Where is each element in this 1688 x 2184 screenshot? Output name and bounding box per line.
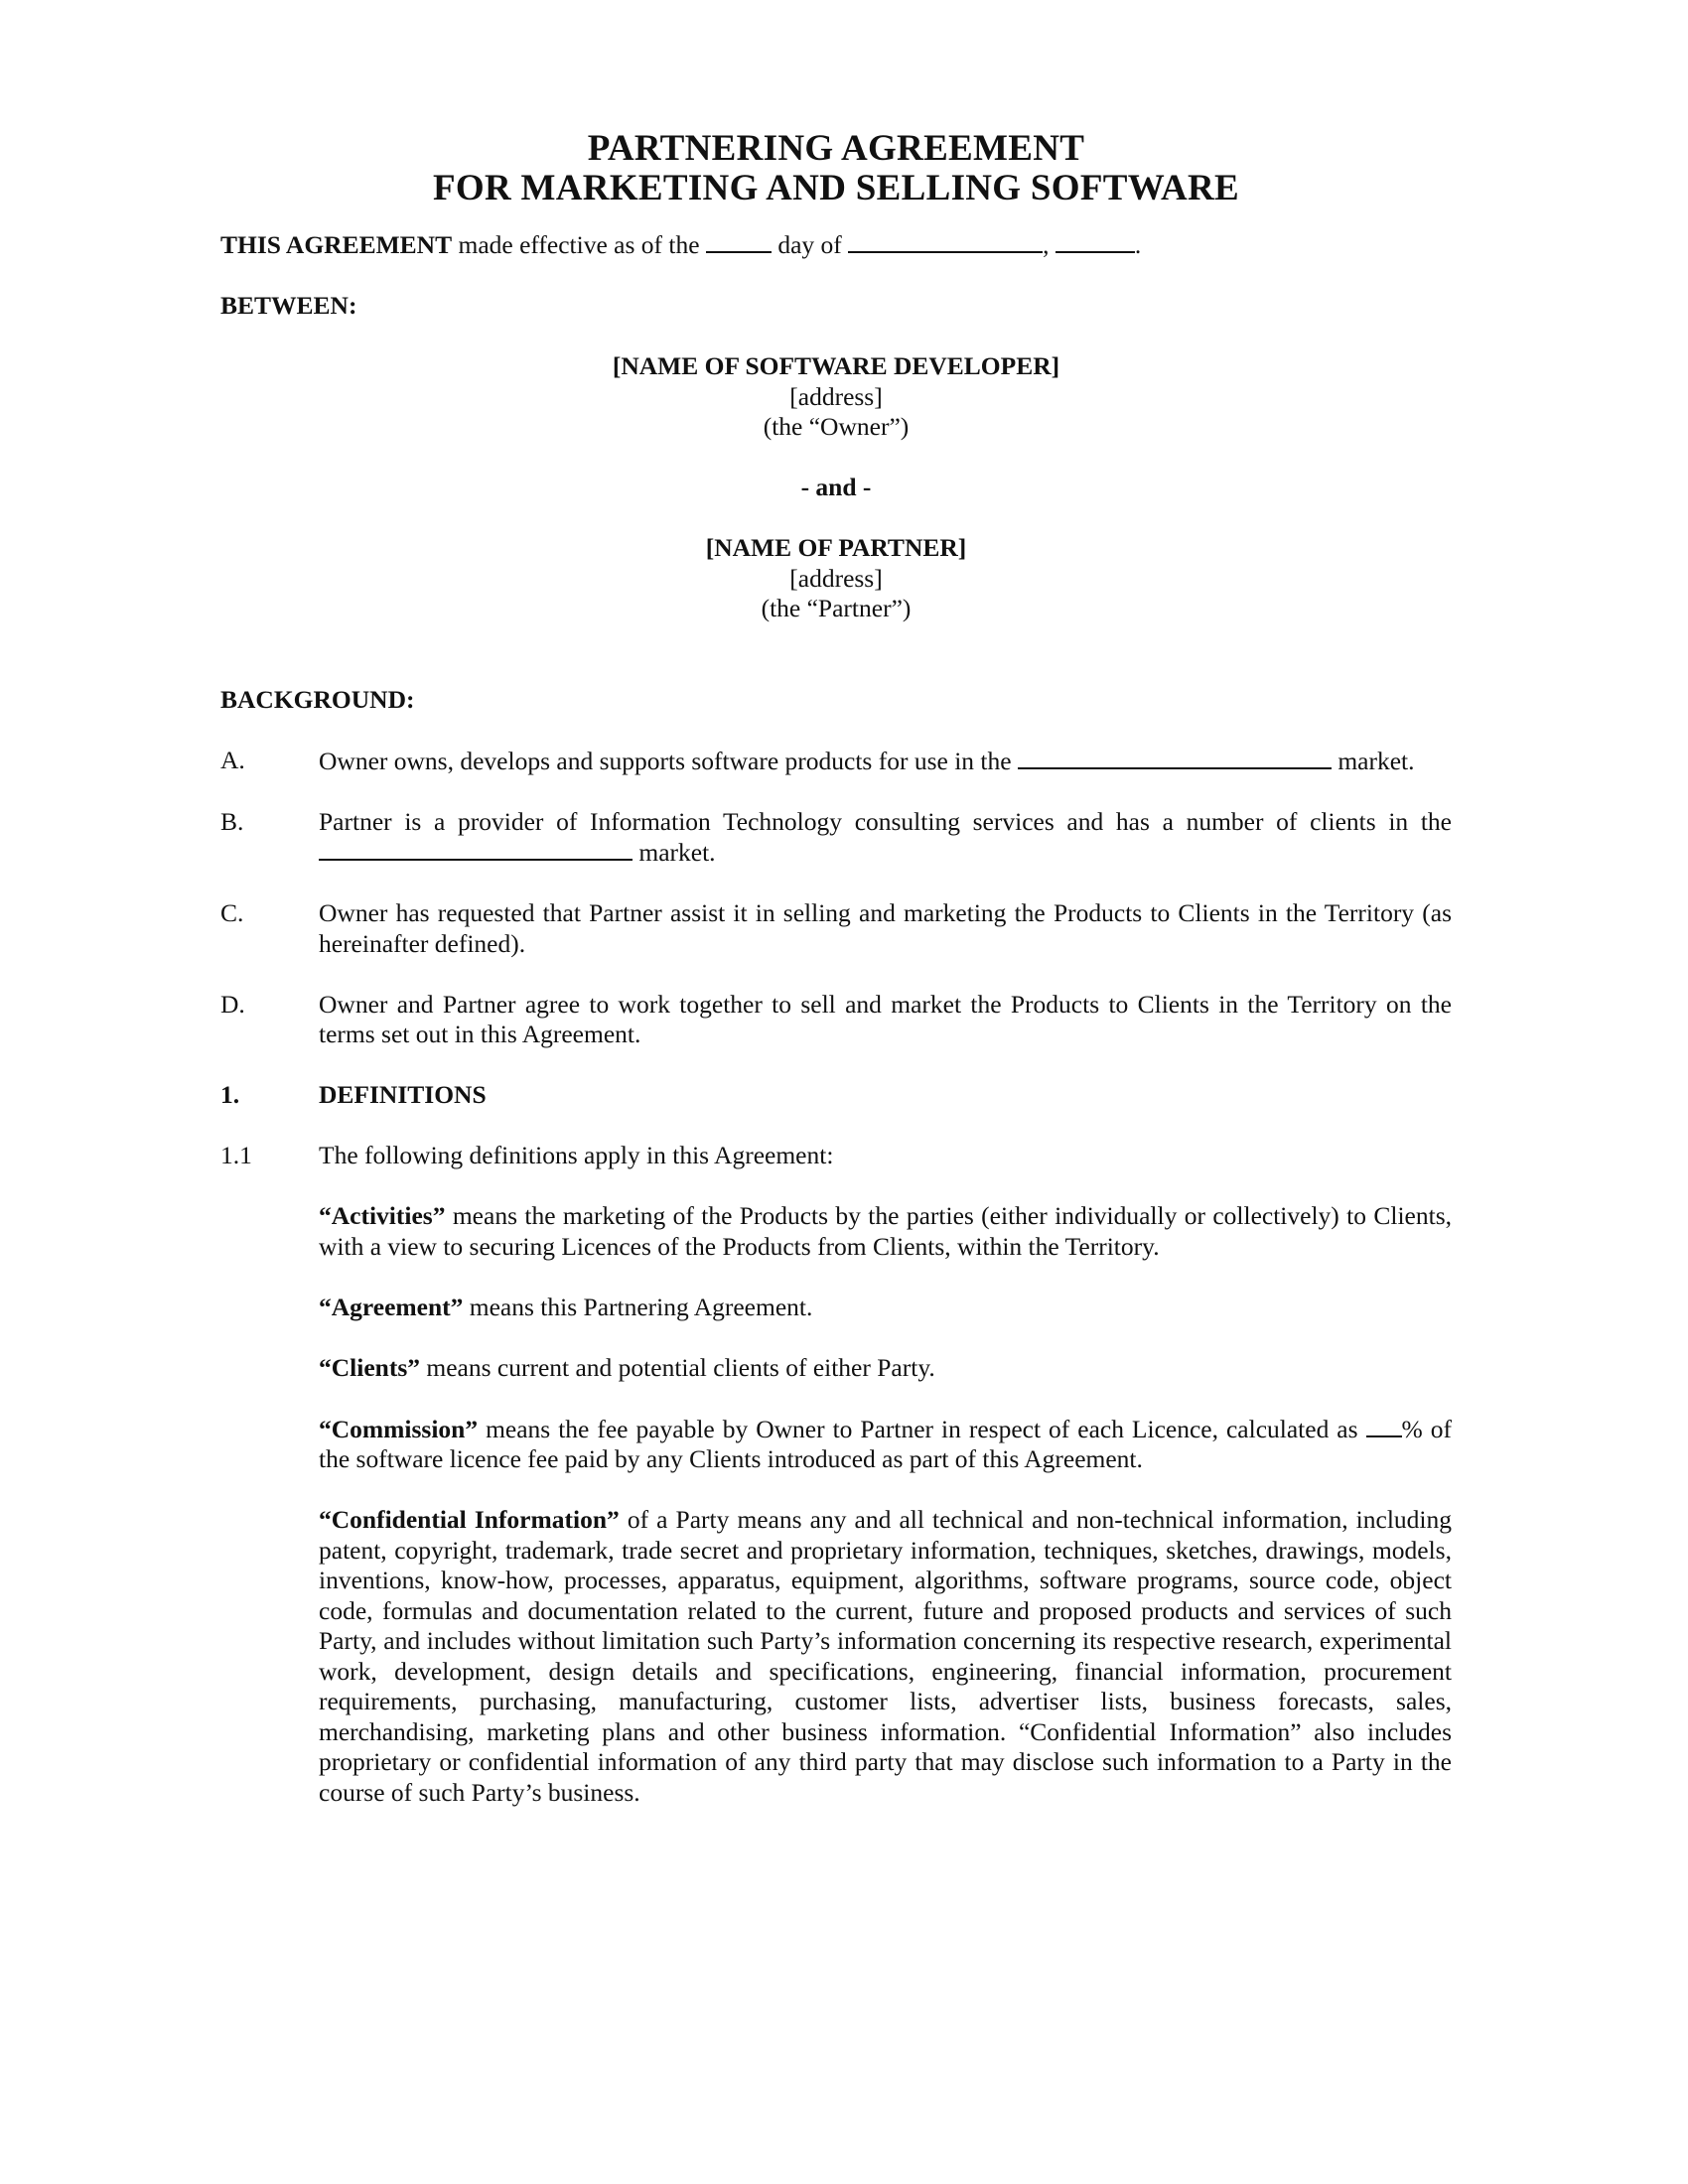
party-owner: [220, 351, 1452, 443]
background-heading: BACKGROUND:: [220, 684, 415, 714]
effective-text: ,: [1043, 230, 1055, 259]
definition-text: of a Party means any and all technical and non-technical information, including patent, copyright, trademark, trade secret and proprietary information, techniques, sketches, drawings, models, inventions, know-how, processes, apparatus, equipment, algorithms, software programs, source code, object code, formulas and documentation related to the current, future and proposed products and services of such Party, and includes without limitation such Party’s information concerning its respective research, experimental work, development, design details and specifications, engineering, financial information, procurement requirements, purchasing, manufacturing, customer lists, advertiser lists, business forecasts, sales, merchandising, marketing plans and other business information. “Confidential Information” also includes proprietary or confidential information of any third party that may disclose such information to a Party in the course of such Party’s business.: [319, 1505, 1453, 1807]
market-blank[interactable]: [1018, 746, 1332, 769]
background-item-b: [220, 807, 1452, 869]
effective-date-clause: [220, 229, 1452, 261]
title-line-2: FOR MARKETING AND SELLING SOFTWARE: [433, 168, 1239, 208]
item-text-pre: Owner owns, develops and supports software products for use in the: [319, 746, 1018, 775]
effective-lead: THIS AGREEMENT: [220, 230, 453, 259]
month-blank[interactable]: [848, 229, 1043, 253]
document-title: [220, 129, 1452, 208]
effective-text: made effective as of the: [452, 230, 706, 259]
item-label: C.: [220, 898, 244, 927]
definition-text: means the marketing of the Products by the parties (either individually or collectively) to Clients, with a view to securing Licences of the Products from Clients, within the Territory.: [319, 1201, 1452, 1261]
definition-activities: [319, 1201, 1452, 1262]
day-blank[interactable]: [706, 229, 772, 253]
percentage-blank[interactable]: [1366, 1414, 1402, 1437]
definition-commission: [319, 1414, 1452, 1475]
definition-term: “Commission”: [319, 1414, 479, 1443]
definition-term: “Confidential Information”: [319, 1505, 620, 1534]
clause-text: The following definitions apply in this Agreement:: [319, 1141, 834, 1169]
item-label: B.: [220, 806, 244, 836]
section-definitions-heading: [220, 1080, 1452, 1111]
owner-alias: (the “Owner”): [763, 412, 910, 441]
item-label: D.: [220, 989, 245, 1019]
between-label: BETWEEN:: [220, 291, 357, 320]
item-label: A.: [220, 745, 245, 774]
owner-address: [address]: [789, 381, 883, 411]
clause-1-1: [220, 1141, 1452, 1171]
and-separator: - and -: [800, 473, 872, 501]
partner-address: [address]: [789, 563, 883, 593]
definition-text: means current and potential clients of either Party.: [420, 1352, 935, 1382]
definition-term: “Clients”: [319, 1352, 420, 1382]
item-text: Owner has requested that Partner assist it in selling and marketing the Products to Clients in the Territory (as hereinafter defined).: [319, 898, 1452, 958]
partner-name: [NAME OF PARTNER]: [705, 533, 967, 562]
definition-clients: [319, 1353, 1452, 1384]
background-item-d: [220, 990, 1452, 1050]
item-text-pre: Partner is a provider of Information Technology consulting services and has a number of clients in the: [319, 806, 1452, 836]
year-blank[interactable]: [1055, 229, 1135, 253]
item-text: Owner and Partner agree to work together to sell and market the Products to Clients in the Territory on the terms set out in this Agreement.: [319, 989, 1452, 1048]
definition-agreement: [319, 1293, 1452, 1323]
effective-text: day of: [771, 230, 849, 259]
partner-alias: (the “Partner”): [761, 594, 912, 622]
item-text: [319, 807, 1452, 869]
party-partner: [220, 533, 1452, 624]
clause-number: 1.1: [220, 1141, 252, 1169]
definition-term: “Agreement”: [319, 1292, 464, 1321]
background-item-c: [220, 898, 1452, 959]
background-item-a: [220, 746, 1452, 777]
definition-confidential-information: [319, 1505, 1452, 1808]
item-text-post: market.: [633, 838, 716, 867]
definition-term: “Activities”: [319, 1201, 446, 1230]
section-title: DEFINITIONS: [319, 1080, 487, 1109]
title-line-1: PARTNERING AGREEMENT: [587, 128, 1085, 169]
document-page: [220, 0, 1452, 1839]
definition-text: means this Partnering Agreement.: [463, 1292, 813, 1321]
market-blank[interactable]: [319, 837, 633, 861]
item-text: [319, 746, 1452, 777]
section-number: 1.: [220, 1080, 240, 1109]
definition-text: means the fee payable by Owner to Partner in respect of each Licence, calculated as: [478, 1414, 1366, 1443]
definition-text: % of the software licence fee paid by any Clients introduced as part of this Agreement.: [319, 1414, 1452, 1473]
owner-name: [NAME OF SOFTWARE DEVELOPER]: [612, 351, 1060, 380]
item-text-post: market.: [1331, 746, 1415, 775]
effective-text: .: [1134, 230, 1142, 259]
